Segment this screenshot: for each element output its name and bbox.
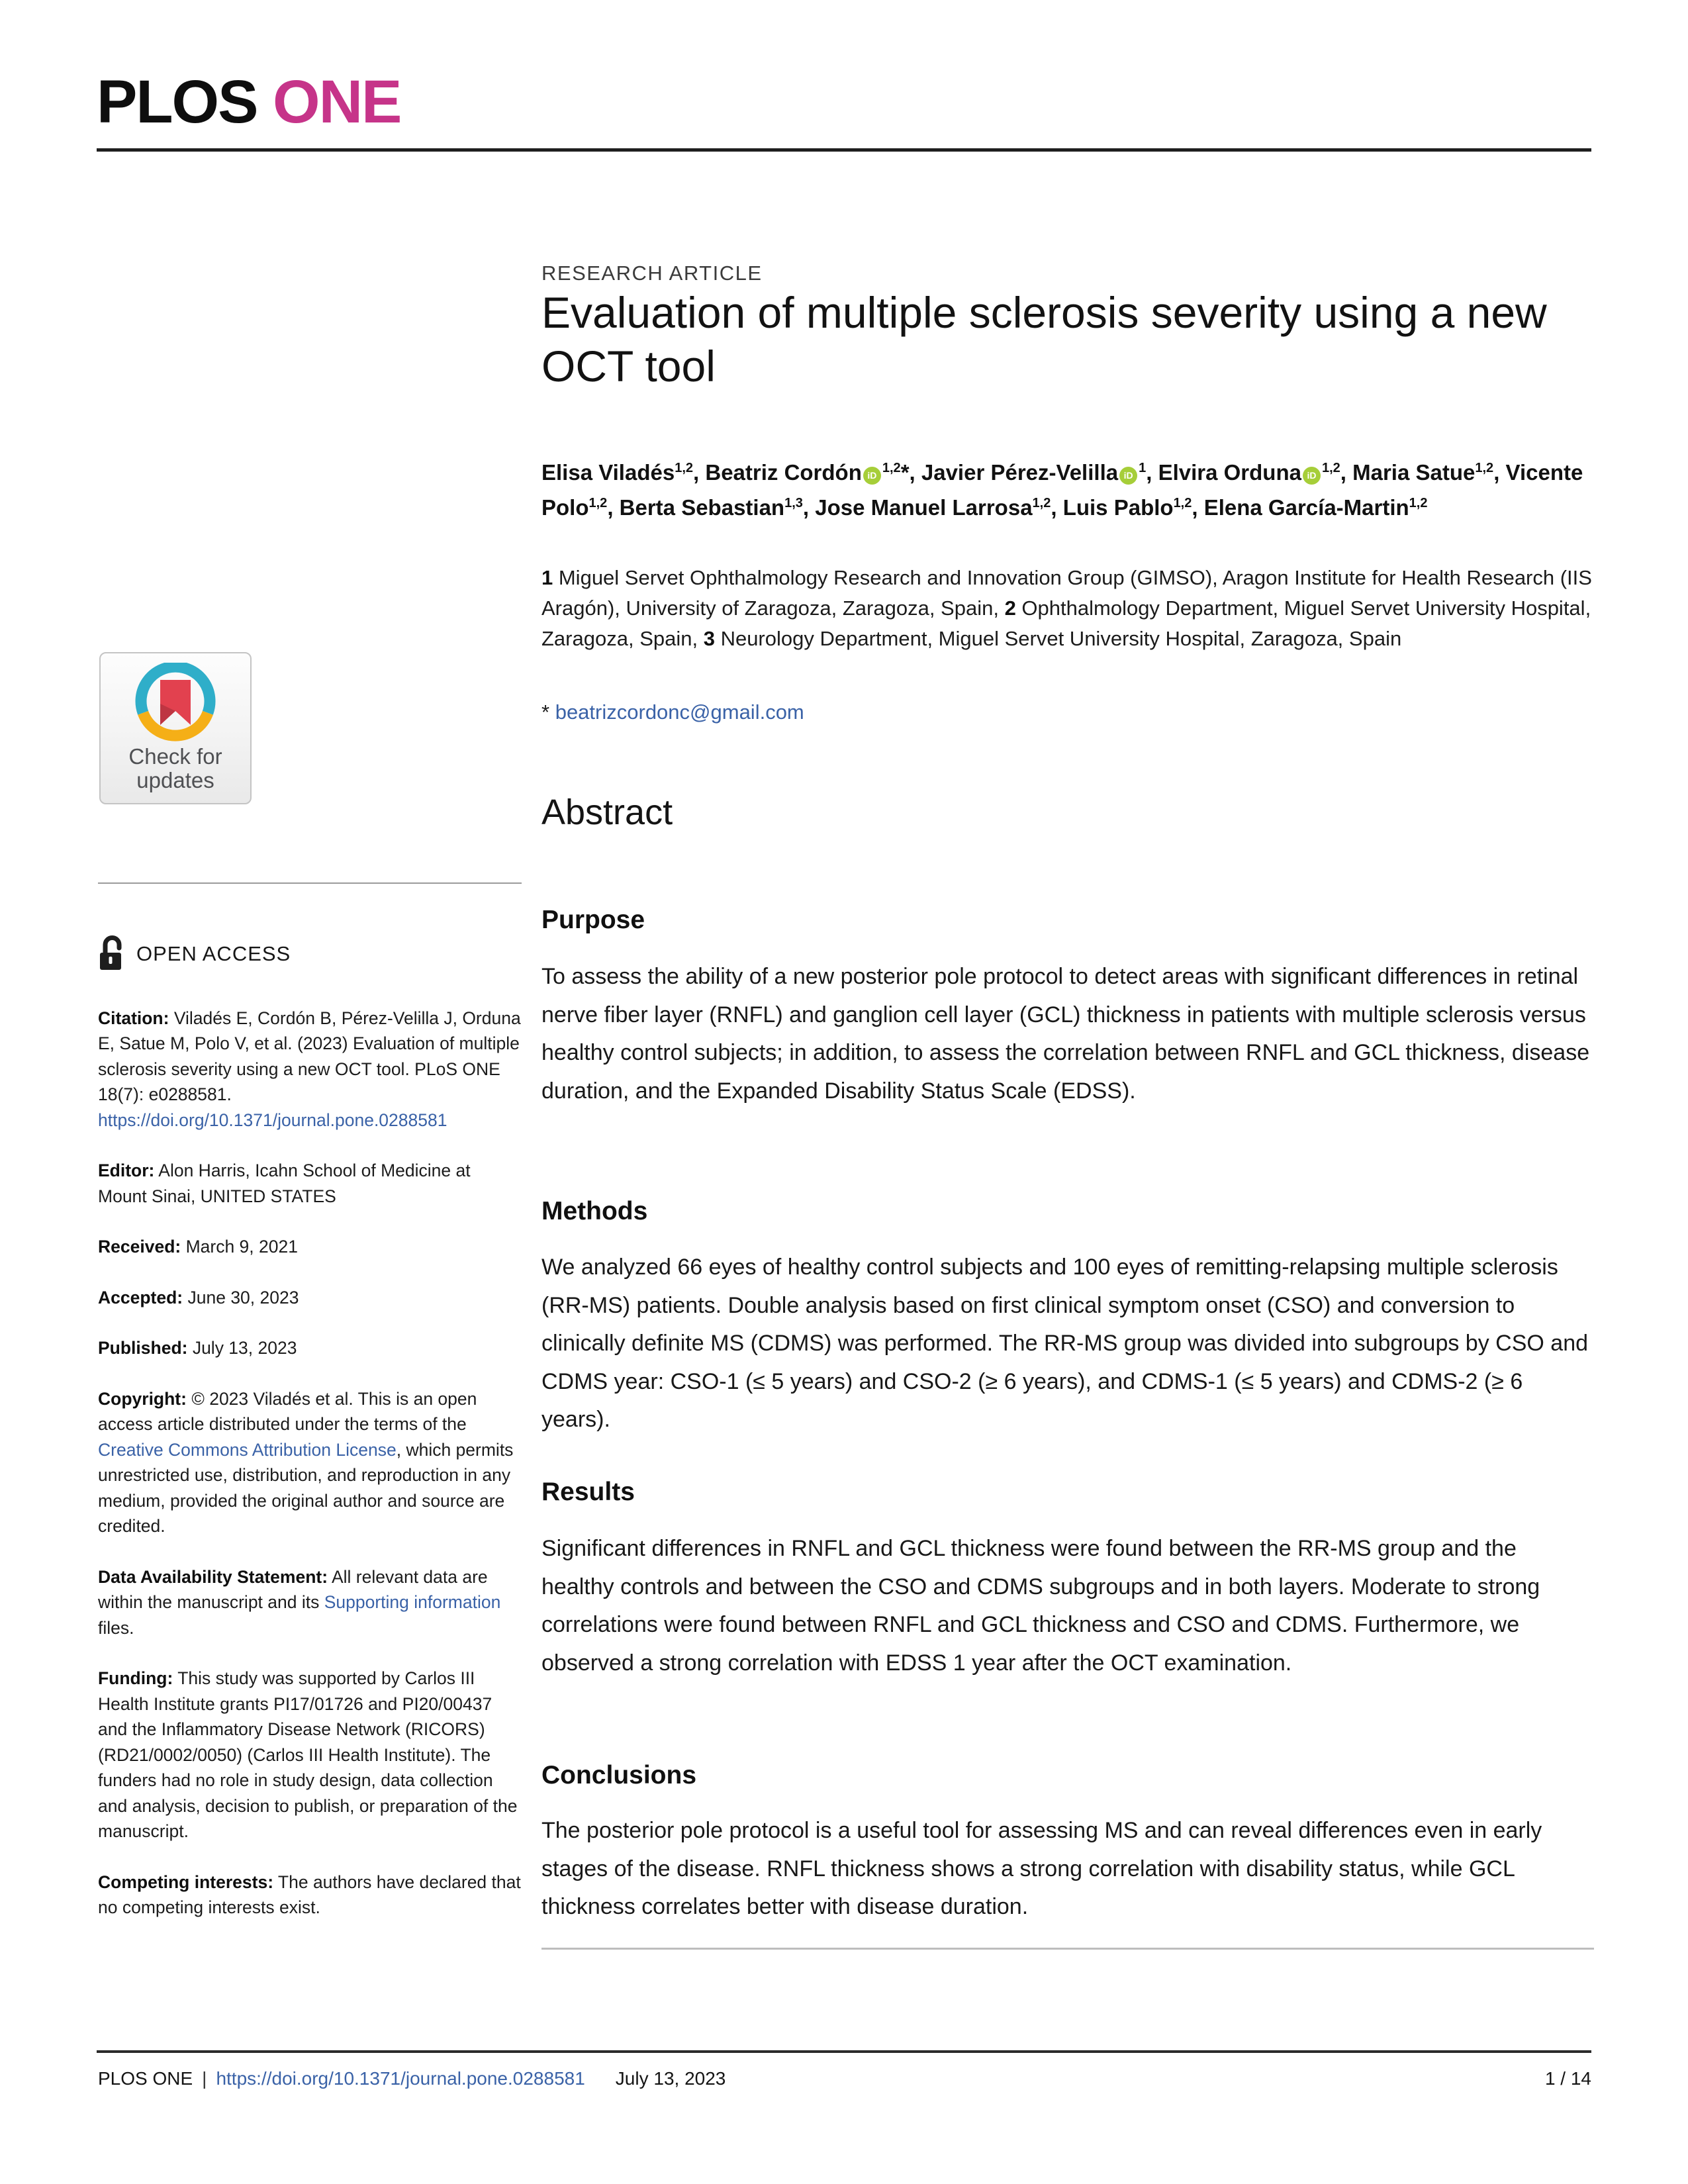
data-availability-block	[98, 1564, 522, 1641]
author	[705, 460, 921, 485]
journal-logo-plos: PLOS	[97, 68, 273, 136]
author-sep: *,	[900, 460, 921, 485]
author-sep: ,	[1340, 460, 1353, 485]
copyright-text-post: , which permits unrestricted use, distribution, and reproduction in any medium, provided the original author and source are credited.	[98, 1439, 514, 1536]
author-sup: 1,2	[882, 461, 901, 475]
author-sep: ,	[1192, 495, 1204, 520]
copyright-label: Copyright:	[98, 1388, 187, 1409]
open-access-label: OPEN ACCESS	[136, 942, 291, 965]
journal-logo	[97, 68, 401, 136]
copyright-text-pre: © 2023 Viladés et al. This is an open access article distributed under the terms of the	[98, 1388, 477, 1434]
data-availability-pre: All relevant data are within the manuscript and its	[98, 1566, 488, 1612]
published-label: Published:	[98, 1338, 188, 1358]
author-sup: 1,2	[675, 461, 694, 475]
footer-date: July 13, 2023	[615, 2068, 726, 2089]
received-block	[98, 1234, 522, 1260]
header-divider	[97, 148, 1591, 152]
lock-keyhole	[109, 957, 113, 964]
affiliations	[541, 563, 1594, 654]
footer-page-number: 1 / 14	[1544, 2068, 1591, 2089]
author	[620, 495, 816, 520]
footer-journal: PLOS ONE	[98, 2068, 193, 2089]
article-title: Evaluation of multiple sclerosis severity using a new OCT tool	[541, 288, 1547, 391]
data-availability-post: files.	[98, 1617, 134, 1638]
corresponding-author-line	[541, 700, 804, 724]
orcid-icon[interactable]: iD	[1303, 467, 1321, 485]
funding-text: This study was supported by Carlos III Health Institute grants PI17/01726 and PI20/00437 and the Inflammatory Disease Network (RICORS) (RD21/0002/0050) (Carlos III Health Institute). The funders had no role in study design, data collection and analysis, decision to publish, or preparation of the manuscript.	[98, 1668, 518, 1841]
conclusions-heading: Conclusions	[541, 1761, 697, 1789]
footer-divider	[97, 2050, 1591, 2053]
footer	[98, 2068, 1591, 2089]
funding-block	[98, 1666, 522, 1844]
author-sup: 1	[1139, 461, 1147, 475]
editor-block	[98, 1158, 522, 1209]
crossmark-ring-yellow	[143, 713, 208, 736]
author-sup: 1,2	[1321, 461, 1340, 475]
sidebar-metadata	[98, 988, 522, 1946]
competing-interests-block	[98, 1870, 522, 1921]
author	[541, 460, 705, 485]
cc-license-link[interactable]: Creative Commons Attribution License	[98, 1439, 397, 1460]
author-name: Javier Pérez-Velilla	[921, 460, 1119, 485]
affiliation-num: 3	[703, 627, 715, 650]
accepted-date: June 30, 2023	[183, 1287, 299, 1307]
article-type-kicker: RESEARCH ARTICLE	[541, 261, 763, 285]
author-list	[541, 453, 1587, 523]
abstract-end-divider	[541, 1948, 1594, 1950]
author-sep: ,	[1493, 460, 1506, 485]
badge-label	[101, 745, 250, 792]
author-name: Luis Pablo	[1062, 495, 1174, 520]
check-for-updates-badge[interactable]	[99, 652, 252, 804]
sidebar-divider	[98, 882, 522, 884]
badge-label-line1: Check for	[128, 744, 222, 769]
affiliation-text: Miguel Servet Ophthalmology Research and Innovation Group (GIMSO), Aragon Institute for Health Research (IIS Aragón), University of Zaragoza, Zaragoza, Spain,	[541, 566, 1592, 620]
abstract-heading: Abstract	[541, 792, 673, 832]
open-access-row	[98, 935, 291, 973]
accepted-label: Accepted:	[98, 1287, 183, 1307]
author	[1204, 495, 1428, 520]
affiliation-text: Ophthalmology Department, Miguel Servet University Hospital, Zaragoza, Spain,	[541, 596, 1591, 650]
author-name: Elisa Viladés	[541, 460, 675, 485]
author-name: Berta Sebastian	[619, 495, 785, 520]
author-name: Beatriz Cordón	[705, 460, 862, 485]
editor-text: Alon Harris, Icahn School of Medicine at Mount Sinai, UNITED STATES	[98, 1161, 471, 1206]
author-name: Jose Manuel Larrosa	[815, 495, 1033, 520]
copyright-block	[98, 1386, 522, 1539]
conclusions-body: The posterior pole protocol is a useful tool for assessing MS and can reveal differences even in early stages of the disease. RNFL thickness shows a strong correlation with disability status, while GCL thickness correlates better with disease duration.	[541, 1818, 1542, 1919]
corresponding-email-link[interactable]: beatrizcordonc@gmail.com	[555, 700, 804, 724]
author	[1352, 460, 1505, 485]
data-availability-label: Data Availability Statement:	[98, 1566, 328, 1587]
accepted-block	[98, 1285, 522, 1311]
badge-label-line2: updates	[136, 768, 214, 792]
author-sup: 1,2	[1173, 496, 1192, 510]
citation-block	[98, 1006, 522, 1133]
received-date: March 9, 2021	[181, 1237, 298, 1257]
author	[1063, 495, 1204, 520]
author-sep: ,	[1146, 460, 1158, 485]
affiliation-num: 2	[1004, 596, 1016, 620]
author-sep: ,	[693, 460, 706, 485]
open-lock-icon	[98, 935, 127, 973]
author-sup: 1,2	[1475, 461, 1494, 475]
author-name: Elena García-Martin	[1203, 495, 1409, 520]
journal-logo-one: ONE	[273, 68, 401, 136]
orcid-icon[interactable]: iD	[863, 467, 881, 485]
supporting-information-link[interactable]: Supporting information	[324, 1592, 501, 1612]
results-body: Significant differences in RNFL and GCL thickness were found between the RR-MS group and the healthy controls and between the CSO and CDMS subgroups and in both layers. Moderate to strong correlations were found between RNFL and GCL thickness and CSO and CDMS. Furthermore, we observed a strong correlation with EDSS 1 year after the OCT examination.	[541, 1536, 1540, 1676]
author-sup: 1,2	[1032, 496, 1051, 510]
author-sup: 1,3	[784, 496, 803, 510]
results-heading: Results	[541, 1478, 635, 1506]
published-block	[98, 1335, 522, 1361]
published-date: July 13, 2023	[187, 1338, 297, 1358]
crossmark-icon	[133, 663, 218, 743]
lock-shackle	[105, 938, 119, 953]
author-name: Elvira Orduna	[1158, 460, 1301, 485]
author-name: Vicente Polo	[541, 460, 1583, 520]
author-sup: 1,2	[1409, 496, 1428, 510]
editor-label: Editor:	[98, 1161, 155, 1180]
author	[815, 495, 1062, 520]
purpose-body: To assess the ability of a new posterior pole protocol to detect areas with significant differences in retinal nerve fiber layer (RNFL) and ganglion cell layer (GCL) thickness in patients with multiple sclerosis versus healthy control subjects; in addition, to assess the correlation between RNFL and GCL thickness, disease duration, and the Expanded Disability Status Scale (EDSS).	[541, 964, 1590, 1104]
author-sep: ,	[607, 495, 620, 520]
footer-doi-link[interactable]: https://doi.org/10.1371/journal.pone.0288581	[216, 2068, 585, 2089]
author-sep: ,	[1051, 495, 1063, 520]
author	[921, 460, 1158, 485]
methods-heading: Methods	[541, 1197, 648, 1225]
corresponding-star: *	[541, 700, 550, 724]
competing-interests-text: The authors have declared that no competing interests exist.	[98, 1872, 521, 1917]
methods-body: We analyzed 66 eyes of healthy control subjects and 100 eyes of remitting-relapsing multiple sclerosis (RR-MS) patients. Double analysis based on first clinical symptom onset (CSO) and conversion to clinically definite MS (CDMS) was performed. The RR-MS group was divided into subgroups by CSO and CDMS year: CSO-1 (≤ 5 years) and CSO-2 (≥ 6 years), and CDMS-1 (≤ 5 years) and CDMS-2 (≥ 6 years).	[541, 1255, 1589, 1432]
citation-label: Citation:	[98, 1008, 169, 1028]
affiliation-num: 1	[541, 566, 553, 589]
funding-label: Funding:	[98, 1668, 173, 1688]
orcid-icon[interactable]: iD	[1119, 467, 1137, 485]
received-label: Received:	[98, 1237, 181, 1257]
footer-separator: |	[202, 2068, 207, 2089]
citation-doi-link[interactable]: https://doi.org/10.1371/journal.pone.0288581	[98, 1110, 447, 1130]
author-sup: 1,2	[588, 496, 608, 510]
author	[1158, 460, 1353, 485]
purpose-heading: Purpose	[541, 906, 645, 934]
affiliation-text: Neurology Department, Miguel Servet University Hospital, Zaragoza, Spain	[714, 627, 1402, 650]
competing-interests-label: Competing interests:	[98, 1872, 274, 1892]
citation-text: Viladés E, Cordón B, Pérez-Velilla J, Orduna E, Satue M, Polo V, et al. (2023) Evaluation of multiple sclerosis severity using a new OCT tool. PLoS ONE 18(7): e0288581.	[98, 1008, 521, 1104]
author-sep: ,	[802, 495, 816, 520]
author-name: Maria Satue	[1352, 460, 1476, 485]
